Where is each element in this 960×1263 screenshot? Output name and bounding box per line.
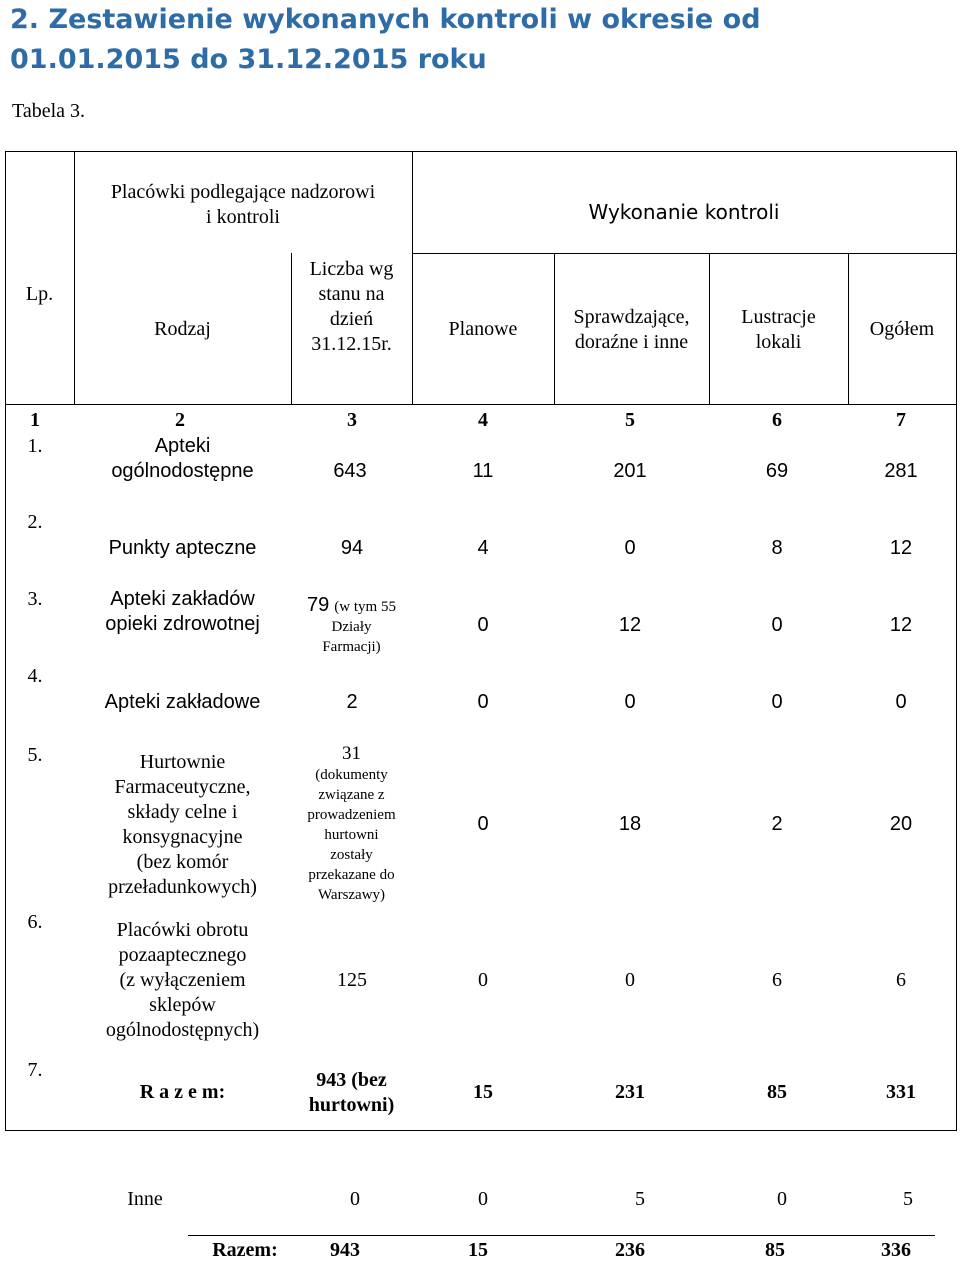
inne-value-2: 0 xyxy=(478,1188,488,1210)
razem-value-3: 236 xyxy=(615,1239,645,1261)
inne-value-5: 5 xyxy=(903,1188,913,1210)
row-6-lustracje: 6 xyxy=(772,969,782,991)
row-5-liczba: 31 (dokumenty związane z prowadzeniem hurtowni zostały przekazane do Warszawy) xyxy=(307,743,396,903)
table-border-top xyxy=(5,151,957,152)
row-7-lp: 7. xyxy=(27,1059,43,1081)
column-header-ogolem: Ogółem xyxy=(869,318,935,340)
row-3-liczba: 79 (w tym 55 Działy Farmacji) xyxy=(307,594,396,655)
row-4-planowe: 0 xyxy=(477,691,489,713)
row-6-rodzaj: Placówki obrotu pozaaptecznego (z wyłączeniem sklepów ogólnodostępnych) xyxy=(105,919,260,1041)
row-5-rodzaj: Hurtownie Farmaceutyczne, składy celne i konsygnacyjne (bez komór przeładunkowych) xyxy=(108,751,257,898)
row-5-lustracje: 2 xyxy=(771,813,783,835)
row-2-ogolem: 12 xyxy=(889,537,913,559)
column-header-rodzaj: Rodzaj xyxy=(154,318,211,340)
razem-value-1: 943 xyxy=(330,1239,360,1261)
inne-label: Inne xyxy=(127,1188,163,1210)
row-3-lp: 3. xyxy=(27,588,43,610)
row-3-planowe: 0 xyxy=(477,614,489,636)
row-4-rodzaj: Apteki zakładowe xyxy=(104,691,261,713)
table-border-bottom xyxy=(5,1130,957,1131)
group-right-header: Wykonanie kontroli xyxy=(588,200,780,224)
row-6-sprawdzajace: 0 xyxy=(625,969,635,991)
row-7-ogolem: 331 xyxy=(886,1081,916,1103)
row-6-lp: 6. xyxy=(27,911,43,933)
inne-value-1: 0 xyxy=(350,1188,360,1210)
row-1-planowe: 11 xyxy=(472,460,494,482)
column-number-1: 1 xyxy=(30,409,40,431)
column-header-sprawdzajace: Sprawdzające, doraźne i inne xyxy=(573,306,690,353)
row-4-sprawdzajace: 0 xyxy=(624,691,636,713)
summary-separator-line xyxy=(188,1235,935,1236)
row-4-ogolem: 0 xyxy=(895,691,907,713)
column-number-2: 2 xyxy=(175,409,185,431)
row-4-lp: 4. xyxy=(27,665,43,687)
column-header-planowe: Planowe xyxy=(448,318,518,340)
row-7-lustracje: 85 xyxy=(767,1081,787,1103)
row-2-planowe: 4 xyxy=(477,537,489,559)
column-number-4: 4 xyxy=(478,409,488,431)
row-7-rodzaj: R a z e m: xyxy=(139,1081,226,1103)
group-divider xyxy=(412,151,413,404)
row-6-ogolem: 6 xyxy=(896,969,906,991)
row-5-planowe: 0 xyxy=(477,813,489,835)
razem-value-4: 85 xyxy=(765,1239,785,1261)
row-1-lp: 1. xyxy=(27,435,43,457)
inne-value-3: 5 xyxy=(635,1188,645,1210)
row-2-sprawdzajace: 0 xyxy=(624,537,636,559)
section-heading: 2. Zestawienie wykonanych kontroli w okresie od 01.01.2015 do 31.12.2015 roku xyxy=(10,4,761,75)
row-5-lp: 5. xyxy=(27,744,43,766)
column-header-liczba: Liczba wg stanu na dzień 31.12.15r. xyxy=(309,258,394,355)
row-2-liczba: 94 xyxy=(340,537,364,559)
row-4-lustracje: 0 xyxy=(771,691,783,713)
row-3-rodzaj: Apteki zakładów opieki zdrowotnej xyxy=(105,588,260,635)
row-2-lustracje: 8 xyxy=(771,537,783,559)
column-number-6: 6 xyxy=(772,409,782,431)
row-2-rodzaj: Punkty apteczne xyxy=(108,537,257,559)
row-7-sprawdzajace: 231 xyxy=(615,1081,645,1103)
row-1-rodzaj: Apteki ogólnodostępne xyxy=(111,435,254,482)
column-number-3: 3 xyxy=(347,409,357,431)
row-1-liczba: 643 xyxy=(333,460,367,482)
row-3-ogolem: 12 xyxy=(889,614,913,636)
column-number-7: 7 xyxy=(896,409,906,431)
row-7-planowe: 15 xyxy=(473,1081,493,1103)
row-1-lustracje: 69 xyxy=(765,460,789,482)
row-4-liczba: 2 xyxy=(346,691,358,713)
row-3-lustracje: 0 xyxy=(771,614,783,636)
razem-value-5: 336 xyxy=(881,1239,911,1261)
razem-label: Razem: xyxy=(212,1239,278,1261)
header-divider-right xyxy=(412,253,957,254)
column-number-5: 5 xyxy=(625,409,635,431)
row-5-ogolem: 20 xyxy=(889,813,913,835)
row-5-sprawdzajace: 18 xyxy=(618,813,642,835)
table-caption: Tabela 3. xyxy=(12,100,86,122)
inne-value-4: 0 xyxy=(777,1188,787,1210)
table-border-right xyxy=(956,151,957,1131)
row-1-ogolem: 281 xyxy=(884,460,918,482)
razem-value-2: 15 xyxy=(468,1239,488,1261)
row-3-sprawdzajace: 12 xyxy=(618,614,642,636)
row-6-liczba: 125 xyxy=(337,969,367,991)
row-2-lp: 2. xyxy=(27,511,43,533)
column-header-lp: Lp. xyxy=(25,283,54,305)
row-6-planowe: 0 xyxy=(478,969,488,991)
column-header-lustracje: Lustracje lokali xyxy=(741,306,816,353)
row-7-liczba: 943 (bez hurtowni) xyxy=(308,1069,395,1116)
group-left-header: Placówki podlegające nadzorowi i kontroli xyxy=(110,181,376,228)
header-bottom-line xyxy=(5,404,957,405)
row-1-sprawdzajace: 201 xyxy=(613,460,647,482)
